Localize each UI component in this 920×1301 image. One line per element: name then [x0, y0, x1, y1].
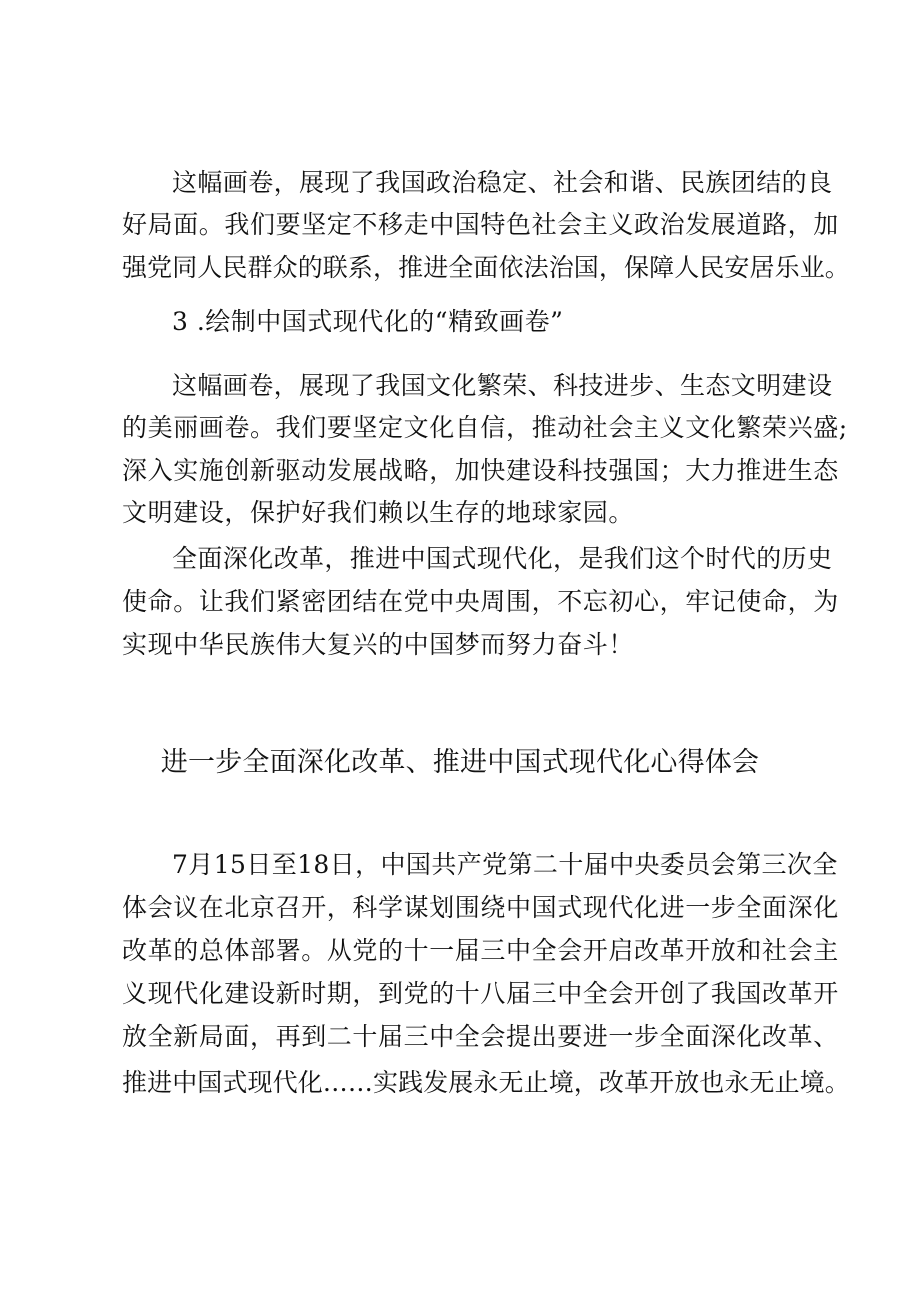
paragraph-line: 改革的总体部署。从党的十一届三中全会开启改革开放和社会主 [122, 936, 839, 965]
paragraph-line: 深入实施创新驱动发展战略，加快建设科技强国；大力推进生态 [122, 456, 839, 485]
paragraph-line: 使命。让我们紧密团结在党中央周围，不忘初心，牢记使命，为 [122, 587, 839, 616]
paragraph-line: 这幅画卷，展现了我国文化繁荣、科技进步、生态文明建设 [172, 371, 833, 400]
paragraph-line: 强党同人民群众的联系，推进全面依法治国，保障人民安居乐业。 [122, 253, 850, 282]
paragraph-line: 文明建设，保护好我们赖以生存的地球家园。 [122, 498, 635, 527]
subheading: 3 .绘制中国式现代化的“精致画卷” [172, 307, 564, 336]
section-title: 进一步全面深化改革、推进中国式现代化心得体会 [160, 747, 760, 778]
paragraph-line: 全面深化改革，推进中国式现代化，是我们这个时代的历史 [172, 544, 833, 573]
paragraph-line: 这幅画卷，展现了我国政治稳定、社会和谐、民族团结的良 [172, 168, 833, 197]
paragraph-line: 7月15日至18日，中国共产党第二十届中央委员会第三次全 [172, 850, 838, 879]
paragraph-line: 实现中华民族伟大复兴的中国梦而努力奋斗！ [122, 630, 635, 659]
paragraph-line: 的美丽画卷。我们要坚定文化自信，推动社会主义文化繁荣兴盛; [122, 413, 848, 442]
paragraph-line: 义现代化建设新时期，到党的十八届三中全会开创了我国改革开 [122, 979, 839, 1008]
paragraph-line: 推进中国式现代化……实践发展永无止境，改革开放也永无止境。 [122, 1068, 850, 1097]
paragraph-line: 好局面。我们要坚定不移走中国特色社会主义政治发展道路，加 [122, 210, 839, 239]
paragraph-line: 体会议在北京召开，科学谋划围绕中国式现代化进一步全面深化 [122, 893, 839, 922]
paragraph-line: 放全新局面，再到二十届三中全会提出要进一步全面深化改革、 [122, 1022, 839, 1051]
